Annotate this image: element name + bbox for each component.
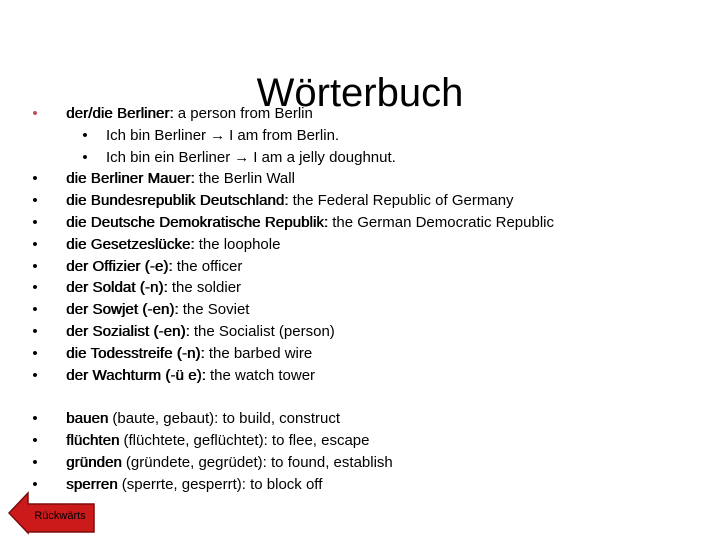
vocab-term: der Soldat (-n): (66, 279, 168, 297)
sub-list-item (28, 125, 708, 147)
list-item (28, 430, 708, 452)
vocab-definition: the Federal Republic of Germany (288, 192, 514, 210)
bullet: • (32, 213, 38, 231)
page-title: Wörterbuch (256, 70, 464, 115)
vocab-definition: the watch tower (205, 366, 316, 384)
bullet: • (32, 366, 38, 384)
verb-term: bauen (66, 410, 109, 428)
list-item (28, 474, 708, 496)
verb-term: sperren (66, 475, 118, 493)
list-item (28, 212, 708, 234)
vocab-definition: the German Democratic Republic (328, 213, 554, 231)
sub-list-item (28, 147, 708, 169)
list-item (28, 365, 708, 387)
bullet: • (32, 170, 38, 188)
vocab-definition: the loophole (194, 235, 281, 253)
list-item (28, 277, 708, 299)
vocab-term: der Sozialist (-en): (66, 322, 190, 340)
verb-term: flüchten (66, 432, 120, 450)
verb-definition: (gründete, gegrüdet): to found, establish (121, 453, 393, 471)
bullet: • (32, 453, 38, 471)
bullet: • (32, 257, 38, 275)
list-item (28, 103, 708, 125)
bullet: • (32, 279, 38, 297)
vocab-term: die Bundesrepublik Deutschland: (66, 192, 289, 210)
vocab-definition: the soldier (167, 279, 242, 297)
list-item (28, 256, 708, 278)
example-english: I am from Berlin. (229, 126, 340, 144)
vocab-term: die Berliner Mauer: (66, 170, 195, 188)
sub-bullet: • (82, 126, 88, 144)
verb-definition: (sperrte, gesperrt): to block off (117, 475, 323, 493)
back-button-label: Rückwärts (34, 510, 86, 522)
list-item (28, 321, 708, 343)
sub-bullet: • (82, 148, 88, 166)
verb-definition: (flüchtete, geflüchtet): to flee, escape (119, 432, 370, 450)
verb-term: gründen (66, 453, 122, 471)
list-item (28, 168, 708, 190)
list-item (28, 343, 708, 365)
bullet: • (32, 105, 38, 122)
vocab-definition: the Berlin Wall (194, 170, 295, 188)
list-gap (28, 386, 708, 408)
verb-list (28, 408, 708, 495)
list-item (28, 408, 708, 430)
bullet: • (32, 475, 38, 493)
verb-definition: (baute, gebaut): to build, construct (108, 410, 341, 428)
vocab-definition: the Soviet (178, 301, 250, 319)
bullet: • (32, 301, 38, 319)
noun-list (28, 103, 708, 386)
right-arrow-icon: → (234, 148, 250, 166)
example-english: I am a jelly doughnut. (253, 148, 396, 166)
list-item (28, 452, 708, 474)
vocab-term: die Todesstreife (-n): (66, 344, 205, 362)
vocab-term: die Deutsche Demokratische Republik: (66, 213, 329, 231)
vocab-term: die Gesetzeslücke: (66, 235, 195, 253)
vocab-definition: a person from Berlin (173, 105, 313, 122)
list-item (28, 234, 708, 256)
right-arrow-icon: → (210, 126, 226, 144)
vocab-term: der Offizier (-e): (66, 257, 173, 275)
vocab-definition: the Socialist (person) (189, 322, 335, 340)
vocab-term: der Sowjet (-en): (66, 301, 179, 319)
vocab-term: der/die Berliner: (66, 105, 174, 122)
example-german: Ich bin Berliner (106, 126, 207, 144)
bullet: • (32, 432, 38, 450)
bullet: • (32, 322, 38, 340)
vocab-definition: the barbed wire (204, 344, 313, 362)
vocab-definition: the officer (172, 257, 243, 275)
bullet: • (32, 192, 38, 210)
bullet: • (32, 410, 38, 428)
bullet: • (32, 344, 38, 362)
example-german: Ich bin ein Berliner (106, 148, 231, 166)
list-item (28, 190, 708, 212)
vocab-term: der Wachturm (-ü e): (66, 366, 206, 384)
back-button[interactable] (8, 491, 96, 535)
bullet: • (32, 235, 38, 253)
vocabulary-content (28, 103, 708, 496)
list-item (28, 299, 708, 321)
